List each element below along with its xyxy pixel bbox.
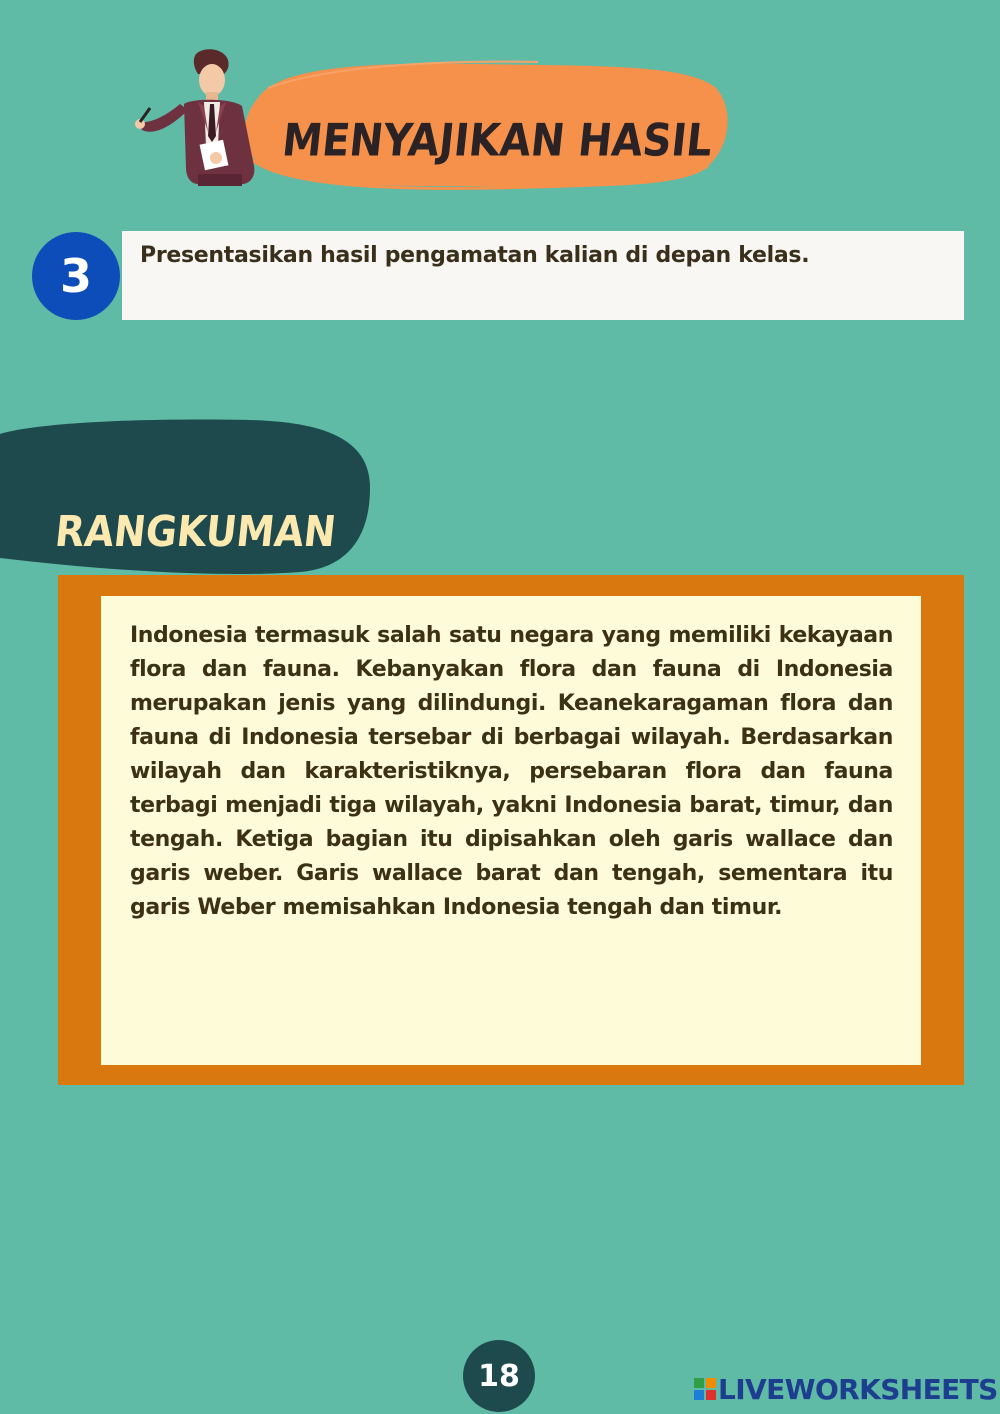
step-number-badge: 3 [32, 232, 120, 320]
summary-text: Indonesia termasuk salah satu negara yang memiliki kekayaan flora dan fauna. Kebanyakan flora dan fauna di Indonesia merupakan jenis yang dilindungi. Keanekaragaman flora dan fauna di Indonesia tersebar di berbagai wilayah. Berdasarkan wilayah dan karakteristiknya, persebaran flora dan fauna terbagi menjadi tiga wilayah, yakni Indonesia barat, timur, dan tengah. Ketiga bagian itu dipisahkan oleh garis wallace dan garis weber. Garis wallace barat dan tengah, sementara itu garis Weber memisahkan Indonesia tengah dan timur. [130, 623, 893, 920]
instruction-text: Presentasikan hasil pengamatan kalian di depan kelas. [140, 243, 810, 268]
page-title: MENYAJIKAN HASIL [279, 114, 715, 167]
summary-title: RANGKUMAN [52, 506, 339, 556]
watermark-text: LIVEWORKSHEETS [718, 1372, 998, 1406]
liveworksheets-logo-icon [694, 1378, 716, 1400]
liveworksheets-watermark [694, 1372, 998, 1406]
page-number-badge: 18 [463, 1340, 535, 1412]
